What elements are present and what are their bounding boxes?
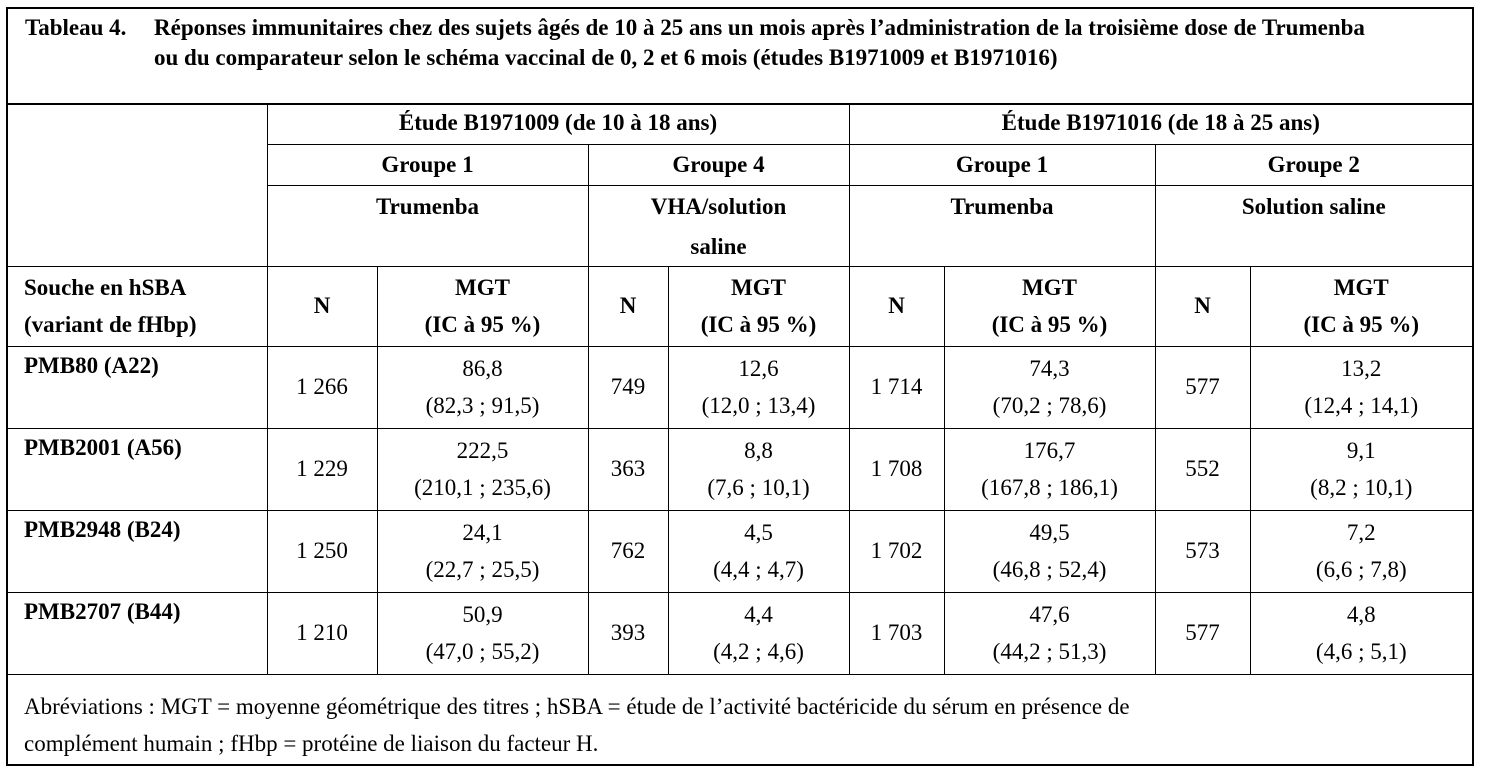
ci-value: (22,7 ; 25,5) [425,557,540,582]
product-line: saline [690,233,747,259]
mgt-value: 24,1 [462,520,503,545]
n-value: 1 714 [849,346,944,428]
footnote-line: complément humain ; fHbp = protéine de liaison du facteur H. [24,731,599,756]
mgt-cell [1250,346,1472,428]
mgt-value: 49,5 [1029,520,1070,545]
ci-value: (47,0 ; 55,2) [425,639,540,664]
abbreviations-footnote [8,685,1472,765]
n-value: 1 703 [849,592,944,674]
n-value: 749 [588,346,668,428]
mgt-cell [1250,592,1472,674]
ci-value: (4,2 ; 4,6) [713,639,804,664]
mgt-cell [1250,428,1472,510]
header-line: (IC à 95 %) [991,312,1108,337]
n-value: 1 250 [267,510,377,592]
empty-corner-cell [8,103,267,266]
table-row [8,346,1472,428]
mgt-column-header [944,266,1155,346]
product-line: VHA/solution [650,193,787,219]
immune-response-table [8,103,1472,675]
table-frame [6,7,1474,766]
mgt-value: 13,2 [1341,356,1382,381]
mgt-cell [944,346,1155,428]
product-name [267,185,588,266]
mgt-cell [377,510,588,592]
ci-value: (7,6 ; 10,1) [707,475,810,500]
header-line: (IC à 95 %) [700,312,817,337]
strain-name: PMB2707 (B44) [8,592,267,674]
mgt-cell [377,346,588,428]
mgt-value: 4,4 [744,602,773,627]
ci-value: (4,6 ; 5,1) [1315,639,1407,664]
group-name: Groupe 4 [588,144,849,185]
n-value: 577 [1155,346,1250,428]
n-value: 1 229 [267,428,377,510]
product-name [588,185,849,266]
mgt-cell [668,428,849,510]
mgt-value: 7,2 [1346,520,1376,545]
n-value: 577 [1155,592,1250,674]
ci-value: (12,4 ; 14,1) [1304,393,1419,418]
mgt-value: 47,6 [1029,602,1070,627]
mgt-cell [668,346,849,428]
footnote-line: Abréviations : MGT = moyenne géométrique des titres ; hSBA = étude de l’activité bactéricide du sérum en présence de [24,694,1130,719]
ci-value: (8,2 ; 10,1) [1310,475,1413,500]
product-line: Trumenba [375,193,480,219]
mgt-cell [1250,510,1472,592]
n-value: 552 [1155,428,1250,510]
study-header-row [8,103,1472,144]
study-title: Étude B1971009 (de 10 à 18 ans) [267,103,849,144]
ci-value: (12,0 ; 13,4) [701,393,816,418]
n-column-header: N [849,266,944,346]
group-name: Groupe 1 [849,144,1155,185]
mgt-value: 8,8 [744,438,773,463]
mgt-value: 12,6 [738,356,779,381]
mgt-value: 222,5 [456,438,509,463]
mgt-column-header [668,266,849,346]
mgt-value: 50,9 [462,602,503,627]
n-value: 1 708 [849,428,944,510]
column-header-row [8,266,1472,346]
mgt-cell [377,592,588,674]
n-value: 1 266 [267,346,377,428]
product-line: Trumenba [950,193,1054,219]
product-line: Solution saline [1241,193,1386,219]
caption-text: Réponses immunitaires chez des sujets âgés de 10 à 25 ans un mois après l’administration de la troisième dose de Trumenba ou du comparateur selon le schéma vaccinal de 0, 2 et 6 mois (études B1971009 et B1971016) [154,15,1365,70]
ci-value: (44,2 ; 51,3) [992,639,1107,664]
group-name: Groupe 1 [267,144,588,185]
n-value: 1 702 [849,510,944,592]
ci-value: (167,8 ; 186,1) [981,475,1118,500]
ci-value: (70,2 ; 78,6) [992,393,1107,418]
table-caption [8,9,1472,105]
mgt-value: 4,8 [1346,602,1376,627]
ci-value: (82,3 ; 91,5) [425,393,540,418]
header-line: MGT [455,275,510,300]
mgt-cell [944,428,1155,510]
n-value: 573 [1155,510,1250,592]
study-title: Étude B1971016 (de 18 à 25 ans) [849,103,1472,144]
mgt-column-header [1250,266,1472,346]
ci-value: (4,4 ; 4,7) [713,557,804,582]
mgt-cell [377,428,588,510]
mgt-cell [668,592,849,674]
n-column-header: N [588,266,668,346]
header-line: (IC à 95 %) [1303,312,1420,337]
mgt-cell [668,510,849,592]
header-line: (IC à 95 %) [424,312,541,337]
mgt-value: 9,1 [1346,438,1376,463]
group-name: Groupe 2 [1155,144,1472,185]
mgt-value: 86,8 [462,356,503,381]
strain-name: PMB80 (A22) [8,346,267,428]
strain-column-header [8,266,267,346]
n-value: 762 [588,510,668,592]
n-value: 393 [588,592,668,674]
n-value: 363 [588,428,668,510]
header-line: (variant de fHbp) [24,312,197,337]
caption-label: Tableau 4. [25,15,127,40]
n-column-header: N [1155,266,1250,346]
ci-value: (46,8 ; 52,4) [992,557,1107,582]
mgt-value: 4,5 [744,520,773,545]
mgt-value: 176,7 [1023,438,1076,463]
product-name [849,185,1155,266]
mgt-column-header [377,266,588,346]
header-line: Souche en hSBA [24,275,187,300]
ci-value: (210,1 ; 235,6) [414,475,551,500]
strain-name: PMB2948 (B24) [8,510,267,592]
header-line: MGT [1333,275,1389,300]
strain-name: PMB2001 (A56) [8,428,267,510]
mgt-cell [944,592,1155,674]
mgt-value: 74,3 [1029,356,1070,381]
ci-value: (6,6 ; 7,8) [1315,557,1407,582]
table-row [8,428,1472,510]
header-line: MGT [1022,275,1077,300]
n-column-header: N [267,266,377,346]
n-value: 1 210 [267,592,377,674]
mgt-cell [944,510,1155,592]
product-name [1155,185,1472,266]
table-row [8,592,1472,674]
table-row [8,510,1472,592]
header-line: MGT [731,275,786,300]
